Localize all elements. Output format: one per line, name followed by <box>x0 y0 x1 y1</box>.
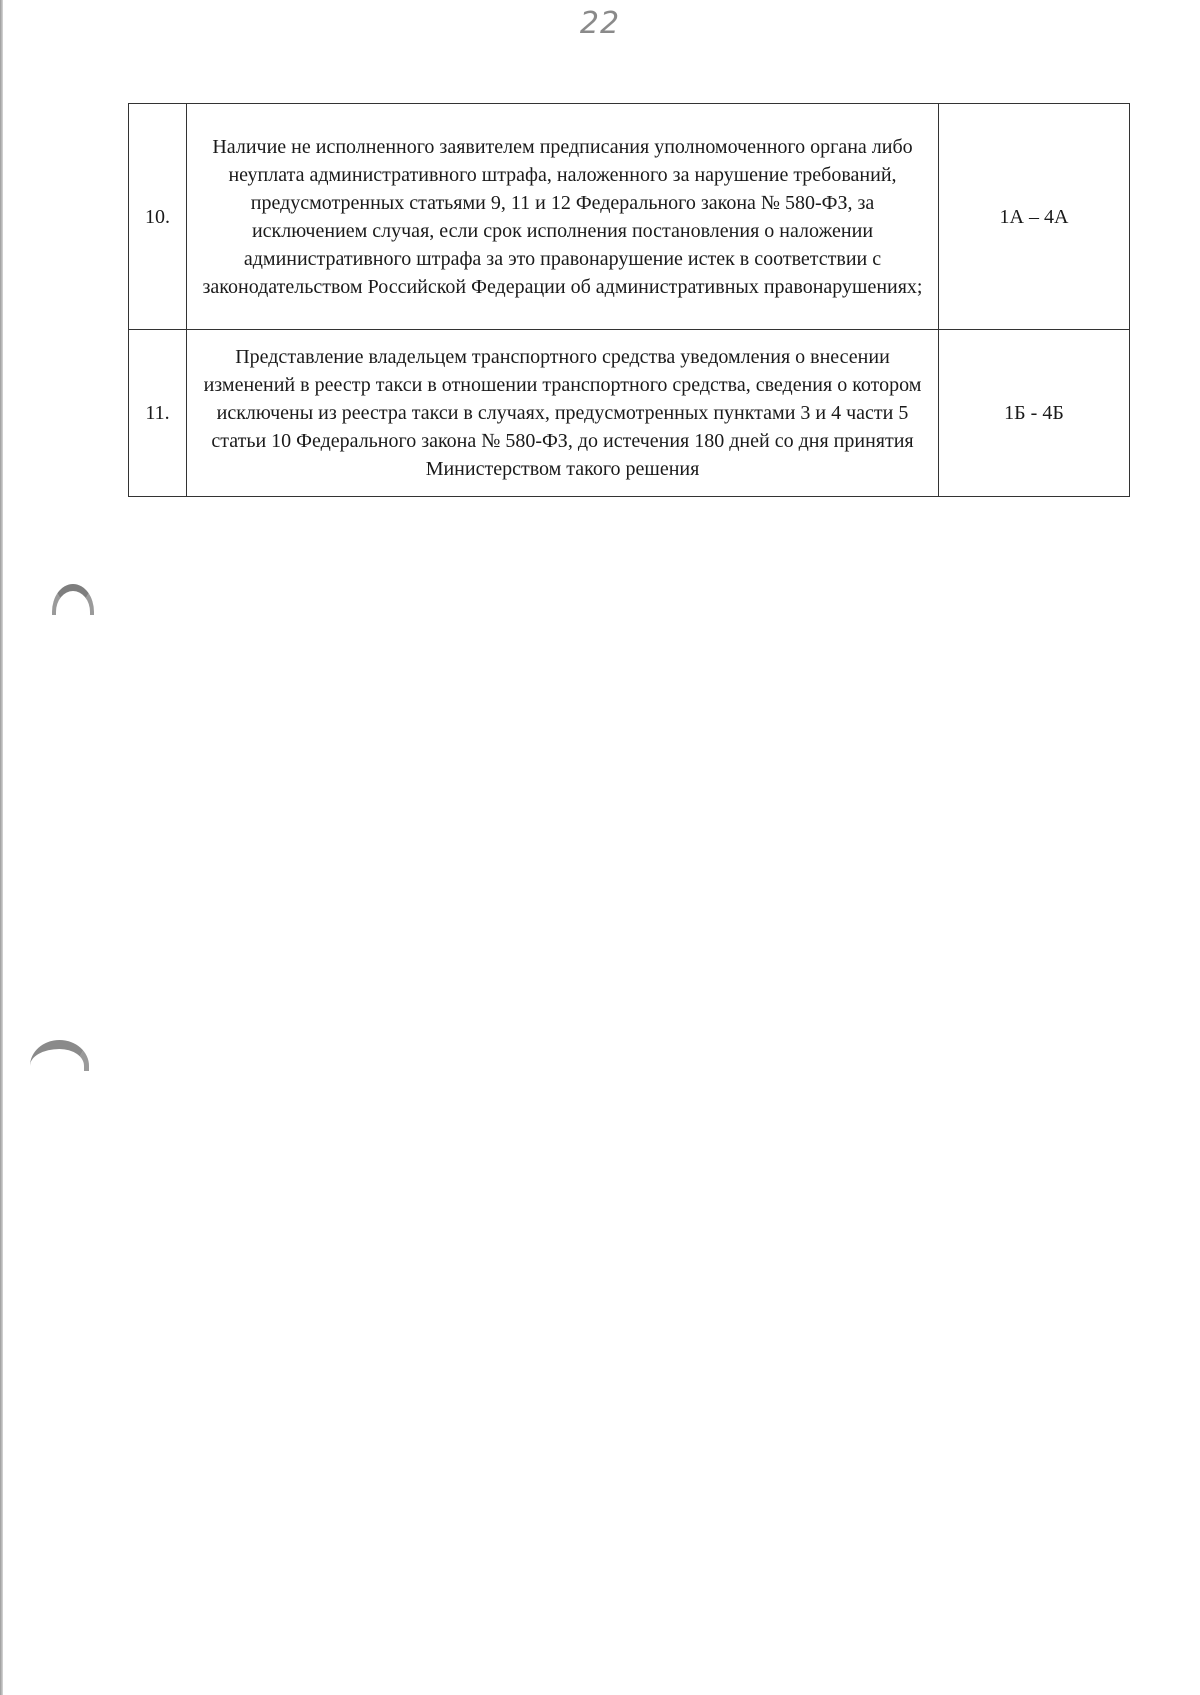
scan-left-edge <box>0 0 3 1695</box>
row-number: 10. <box>129 104 187 330</box>
row-description: Наличие не исполненного заявителем предписания уполномоченного органа либо неуплата административного штрафа, наложенного за нарушение требований, предусмотренных статьями 9, 11 и 12 Федерального закона № 580-ФЗ, за исключением случая, если срок исполнения постановления о наложении административного штрафа за это правонарушение истек в соответствии с законодательством Российской Федерации об административных правонарушениях; <box>187 104 939 330</box>
row-category: 1Б - 4Б <box>939 330 1130 497</box>
row-number: 11. <box>129 330 187 497</box>
criteria-table <box>128 103 1130 497</box>
table-row <box>129 330 1130 497</box>
page-number: 22 <box>579 6 621 41</box>
table-row <box>129 104 1130 330</box>
punch-hole-mark <box>52 584 94 615</box>
row-description: Представление владельцем транспортного средства уведомления о внесении изменений в реестр такси в отношении транспортного средства, сведения о котором исключены из реестра такси в случаях, предусмотренных пунктами 3 и 4 части 5 статьи 10 Федерального закона № 580-ФЗ, до истечения 180 дней со дня принятия Министерством такого решения <box>187 330 939 497</box>
row-category: 1А – 4А <box>939 104 1130 330</box>
punch-hole-mark <box>30 1040 89 1071</box>
